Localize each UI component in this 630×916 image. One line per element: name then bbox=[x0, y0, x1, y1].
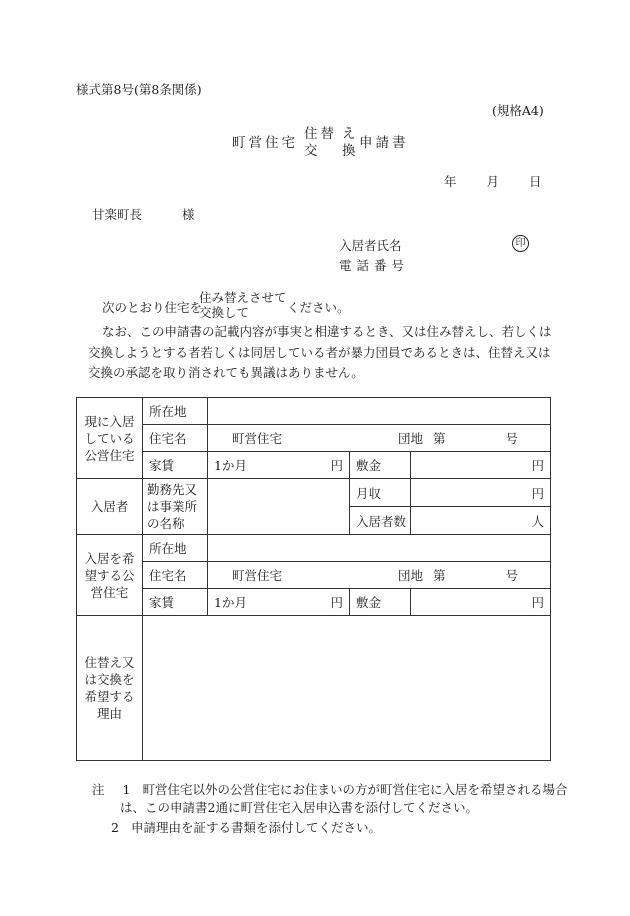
resident-count-label: 入居者数 bbox=[350, 507, 411, 535]
title-lead: 町営住宅 bbox=[232, 135, 298, 151]
desired-house-value: 町営住宅 bbox=[232, 568, 283, 583]
desired-rent-label: 家賃 bbox=[143, 589, 208, 616]
workplace-field[interactable] bbox=[208, 479, 350, 535]
form-number: 様式第8号(第8条関係) bbox=[76, 82, 202, 97]
desired-location-label: 所在地 bbox=[143, 535, 208, 562]
current-danchi-label: 団地 bbox=[398, 431, 424, 446]
current-location-field[interactable] bbox=[208, 398, 551, 425]
request-text-post: ください。 bbox=[287, 300, 350, 315]
date-line bbox=[444, 174, 541, 189]
desired-rent-field[interactable] bbox=[208, 589, 350, 616]
date-year-label: 年 bbox=[444, 174, 457, 189]
desired-deposit-field[interactable] bbox=[411, 589, 551, 616]
income-field[interactable] bbox=[411, 479, 551, 507]
current-rent-yen: 円 bbox=[330, 458, 343, 473]
addressee-honorific: 様 bbox=[182, 207, 195, 222]
application-table bbox=[76, 397, 551, 761]
desired-go-label: 号 bbox=[505, 568, 519, 583]
title-choice-top: 住替 bbox=[304, 126, 337, 142]
current-rent-field[interactable] bbox=[208, 452, 350, 479]
resident-count-unit: 人 bbox=[531, 513, 545, 529]
workplace-label: 勤務先又は事業所の名称 bbox=[143, 479, 208, 535]
footnote-item-1-line-2: は、この申請書2通に町営住宅入居申込書を添付してください。 bbox=[120, 800, 478, 815]
desired-danchi-label: 団地 bbox=[398, 568, 424, 583]
section-resident: 入居者 bbox=[77, 479, 143, 535]
desired-house-label: 住宅名 bbox=[143, 562, 208, 589]
date-day-label: 日 bbox=[528, 174, 542, 189]
current-house-label: 住宅名 bbox=[143, 425, 208, 452]
current-deposit-label: 敷金 bbox=[350, 452, 411, 479]
current-deposit-field[interactable] bbox=[411, 452, 551, 479]
footnote-note-prefix: 注 bbox=[92, 782, 105, 797]
seal-mark: 印 bbox=[512, 235, 529, 252]
request-text-pre: 次のとおり住宅を bbox=[102, 300, 203, 315]
paper-size-label: (規格A4) bbox=[492, 103, 544, 118]
section-reason: 住替え又は交換を希望する理由 bbox=[77, 616, 143, 761]
desired-deposit-label: 敷金 bbox=[350, 589, 411, 616]
current-rent-label: 家賃 bbox=[143, 452, 208, 479]
phone-label: 電話番号 bbox=[339, 258, 410, 273]
applicant-name-label: 入居者氏名 bbox=[339, 238, 402, 253]
request-option-exchange: 交換して bbox=[199, 305, 250, 320]
current-rent-prefix: 1か月 bbox=[214, 458, 247, 473]
addressee-name: 甘楽町長 bbox=[92, 207, 143, 222]
reason-field[interactable] bbox=[143, 616, 551, 761]
income-yen: 円 bbox=[531, 485, 545, 501]
resident-count-field[interactable] bbox=[411, 507, 551, 535]
addressee bbox=[92, 207, 195, 222]
request-option-move: 住み替えさせて bbox=[199, 290, 287, 305]
desired-deposit-yen: 円 bbox=[531, 595, 545, 610]
current-location-label: 所在地 bbox=[149, 404, 187, 419]
current-dai-label: 第 bbox=[433, 431, 446, 446]
footnote-item-1-line-1: 町営住宅以外の公営住宅にお住まいの方が町営住宅に入居を希望される場合 bbox=[142, 782, 568, 797]
current-go-label: 号 bbox=[505, 431, 519, 446]
current-house-value: 町営住宅 bbox=[232, 431, 283, 446]
footnote-item-1-number: 1 bbox=[122, 782, 131, 797]
desired-house-field[interactable] bbox=[208, 562, 551, 589]
title-choice-top-b: え bbox=[342, 126, 356, 142]
footnote-item-1 bbox=[92, 782, 567, 797]
desired-rent-yen: 円 bbox=[330, 595, 343, 610]
desired-location-field[interactable] bbox=[208, 535, 551, 562]
footnote-item-2-text: 申請理由を証する書類を添付してください。 bbox=[130, 820, 381, 835]
desired-dai-label: 第 bbox=[433, 568, 446, 583]
current-house-field[interactable] bbox=[208, 425, 551, 452]
footnote-item-2-number: 2 bbox=[111, 820, 119, 835]
section-desired-housing: 入居を希望する公営住宅 bbox=[77, 535, 143, 616]
note-paragraph: なお、この申請書の記載内容が事実と相違するとき、又は住み替えし、若しくは交換しようとする者若しくは同居している者が暴力団員であるときは、住替え又は交換の承認を取り消されても異議はありません。 bbox=[88, 324, 552, 380]
desired-rent-prefix: 1か月 bbox=[214, 595, 247, 610]
title-choice-bottom: 交 bbox=[304, 143, 321, 159]
title-choice-bottom-b: 換 bbox=[342, 143, 356, 159]
section-current-housing: 現に入居している公営住宅 bbox=[77, 398, 143, 479]
footnote-item-2 bbox=[111, 820, 381, 835]
date-month-label: 月 bbox=[486, 174, 499, 189]
current-deposit-yen: 円 bbox=[531, 458, 545, 473]
title-tail: 申請書 bbox=[359, 135, 409, 151]
income-label: 月収 bbox=[350, 479, 411, 507]
